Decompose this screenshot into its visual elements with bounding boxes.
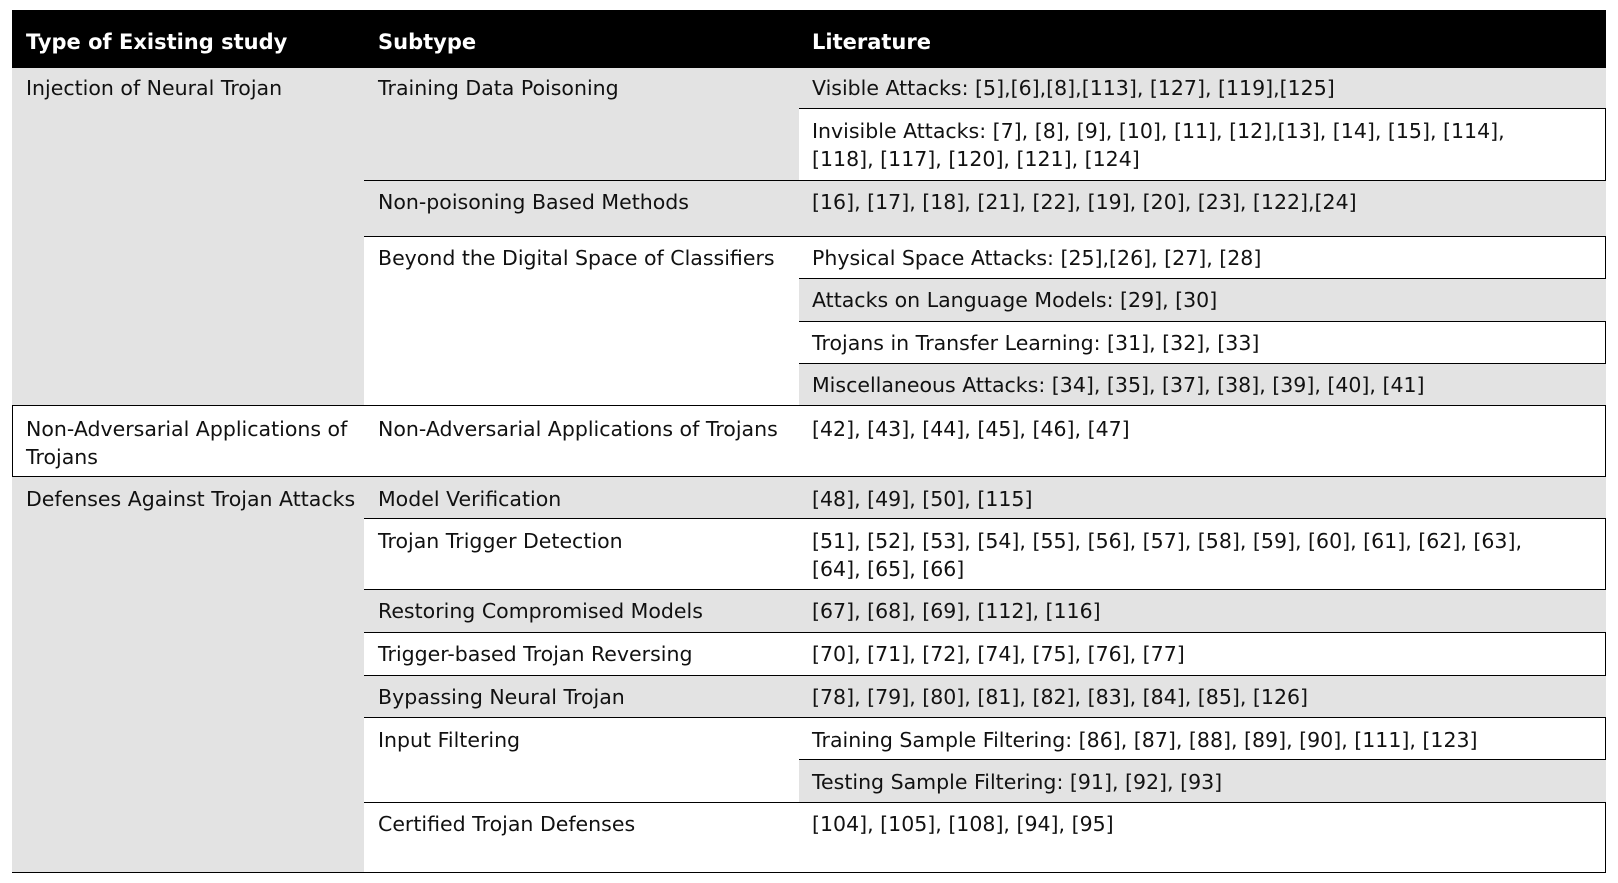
subtype-cell: Restoring Compromised Models (378, 599, 703, 623)
type-cell: Injection of Neural Trojan (26, 76, 283, 100)
table-header (12, 10, 1606, 68)
divider (364, 180, 1606, 181)
divider (364, 589, 1606, 590)
literature-cell: [48], [49], [50], [115] (812, 487, 1033, 511)
literature-cell: [51], [52], [53], [54], [55], [56], [57], [58], [59], [60], [61], [62], [63], [64], [65], [66] (812, 529, 1522, 581)
literature-cell: [42], [43], [44], [45], [46], [47] (812, 417, 1130, 441)
subtype-cell: Bypassing Neural Trojan (378, 685, 625, 709)
literature-cell: [70], [71], [72], [74], [75], [76], [77] (812, 642, 1185, 666)
literature-cell: Training Sample Filtering: [86], [87], [88], [89], [90], [111], [123] (812, 728, 1478, 752)
literature-cell: [104], [105], [108], [94], [95] (812, 812, 1114, 836)
subtype-cell: Model Verification (378, 487, 562, 511)
literature-cell: Attacks on Language Models: [29], [30] (812, 288, 1218, 312)
divider (364, 675, 1606, 676)
subtype-cell: Certified Trojan Defenses (378, 812, 636, 836)
subtype-cell: Beyond the Digital Space of Classifiers (378, 246, 775, 270)
header-subtype: Subtype (378, 30, 477, 54)
subtype-cell: Input Filtering (378, 728, 521, 752)
header-literature: Literature (812, 30, 931, 54)
literature-cell: Physical Space Attacks: [25],[26], [27], [28] (812, 246, 1262, 270)
subtype-cell: Non-poisoning Based Methods (378, 190, 689, 214)
divider (364, 717, 1606, 718)
divider (364, 632, 1606, 633)
subtype-cell: Training Data Poisoning (378, 76, 619, 100)
divider (364, 236, 1606, 237)
literature-cell: Miscellaneous Attacks: [34], [35], [37], [38], [39], [40], [41] (812, 373, 1425, 397)
divider (799, 278, 1606, 279)
divider (799, 363, 1606, 364)
literature-cell: Trojans in Transfer Learning: [31], [32], [33] (812, 331, 1260, 355)
subtype-cell: Trojan Trigger Detection (378, 529, 623, 553)
group-defenses-type-bg (12, 477, 364, 872)
literature-cell: [78], [79], [80], [81], [82], [83], [84], [85], [126] (812, 685, 1309, 709)
literature-cell: Testing Sample Filtering: [91], [92], [93] (812, 770, 1223, 794)
group-injection-type-bg (12, 68, 364, 406)
divider (799, 108, 1606, 109)
subtype-cell: Non-Adversarial Applications of Trojans (378, 417, 778, 441)
divider (799, 759, 1606, 760)
header-type: Type of Existing study (26, 30, 288, 54)
group-divider (12, 405, 1606, 406)
divider (799, 321, 1606, 322)
divider (364, 518, 1606, 519)
subtype-cell: Trigger-based Trojan Reversing (378, 642, 693, 666)
literature-cell: Invisible Attacks: [7], [8], [9], [10], [11], [12],[13], [14], [15], [114], [118], [117], [120], [121], [124] (812, 119, 1505, 171)
divider (364, 802, 1606, 803)
type-cell: Non-Adversarial Applications of Trojans (26, 417, 348, 469)
literature-cell: Visible Attacks: [5],[6],[8],[113], [127], [119],[125] (812, 76, 1335, 100)
type-cell: Defenses Against Trojan Attacks (26, 487, 356, 511)
literature-cell: [16], [17], [18], [21], [22], [19], [20], [23], [122],[24] (812, 190, 1357, 214)
literature-cell: [67], [68], [69], [112], [116] (812, 599, 1101, 623)
